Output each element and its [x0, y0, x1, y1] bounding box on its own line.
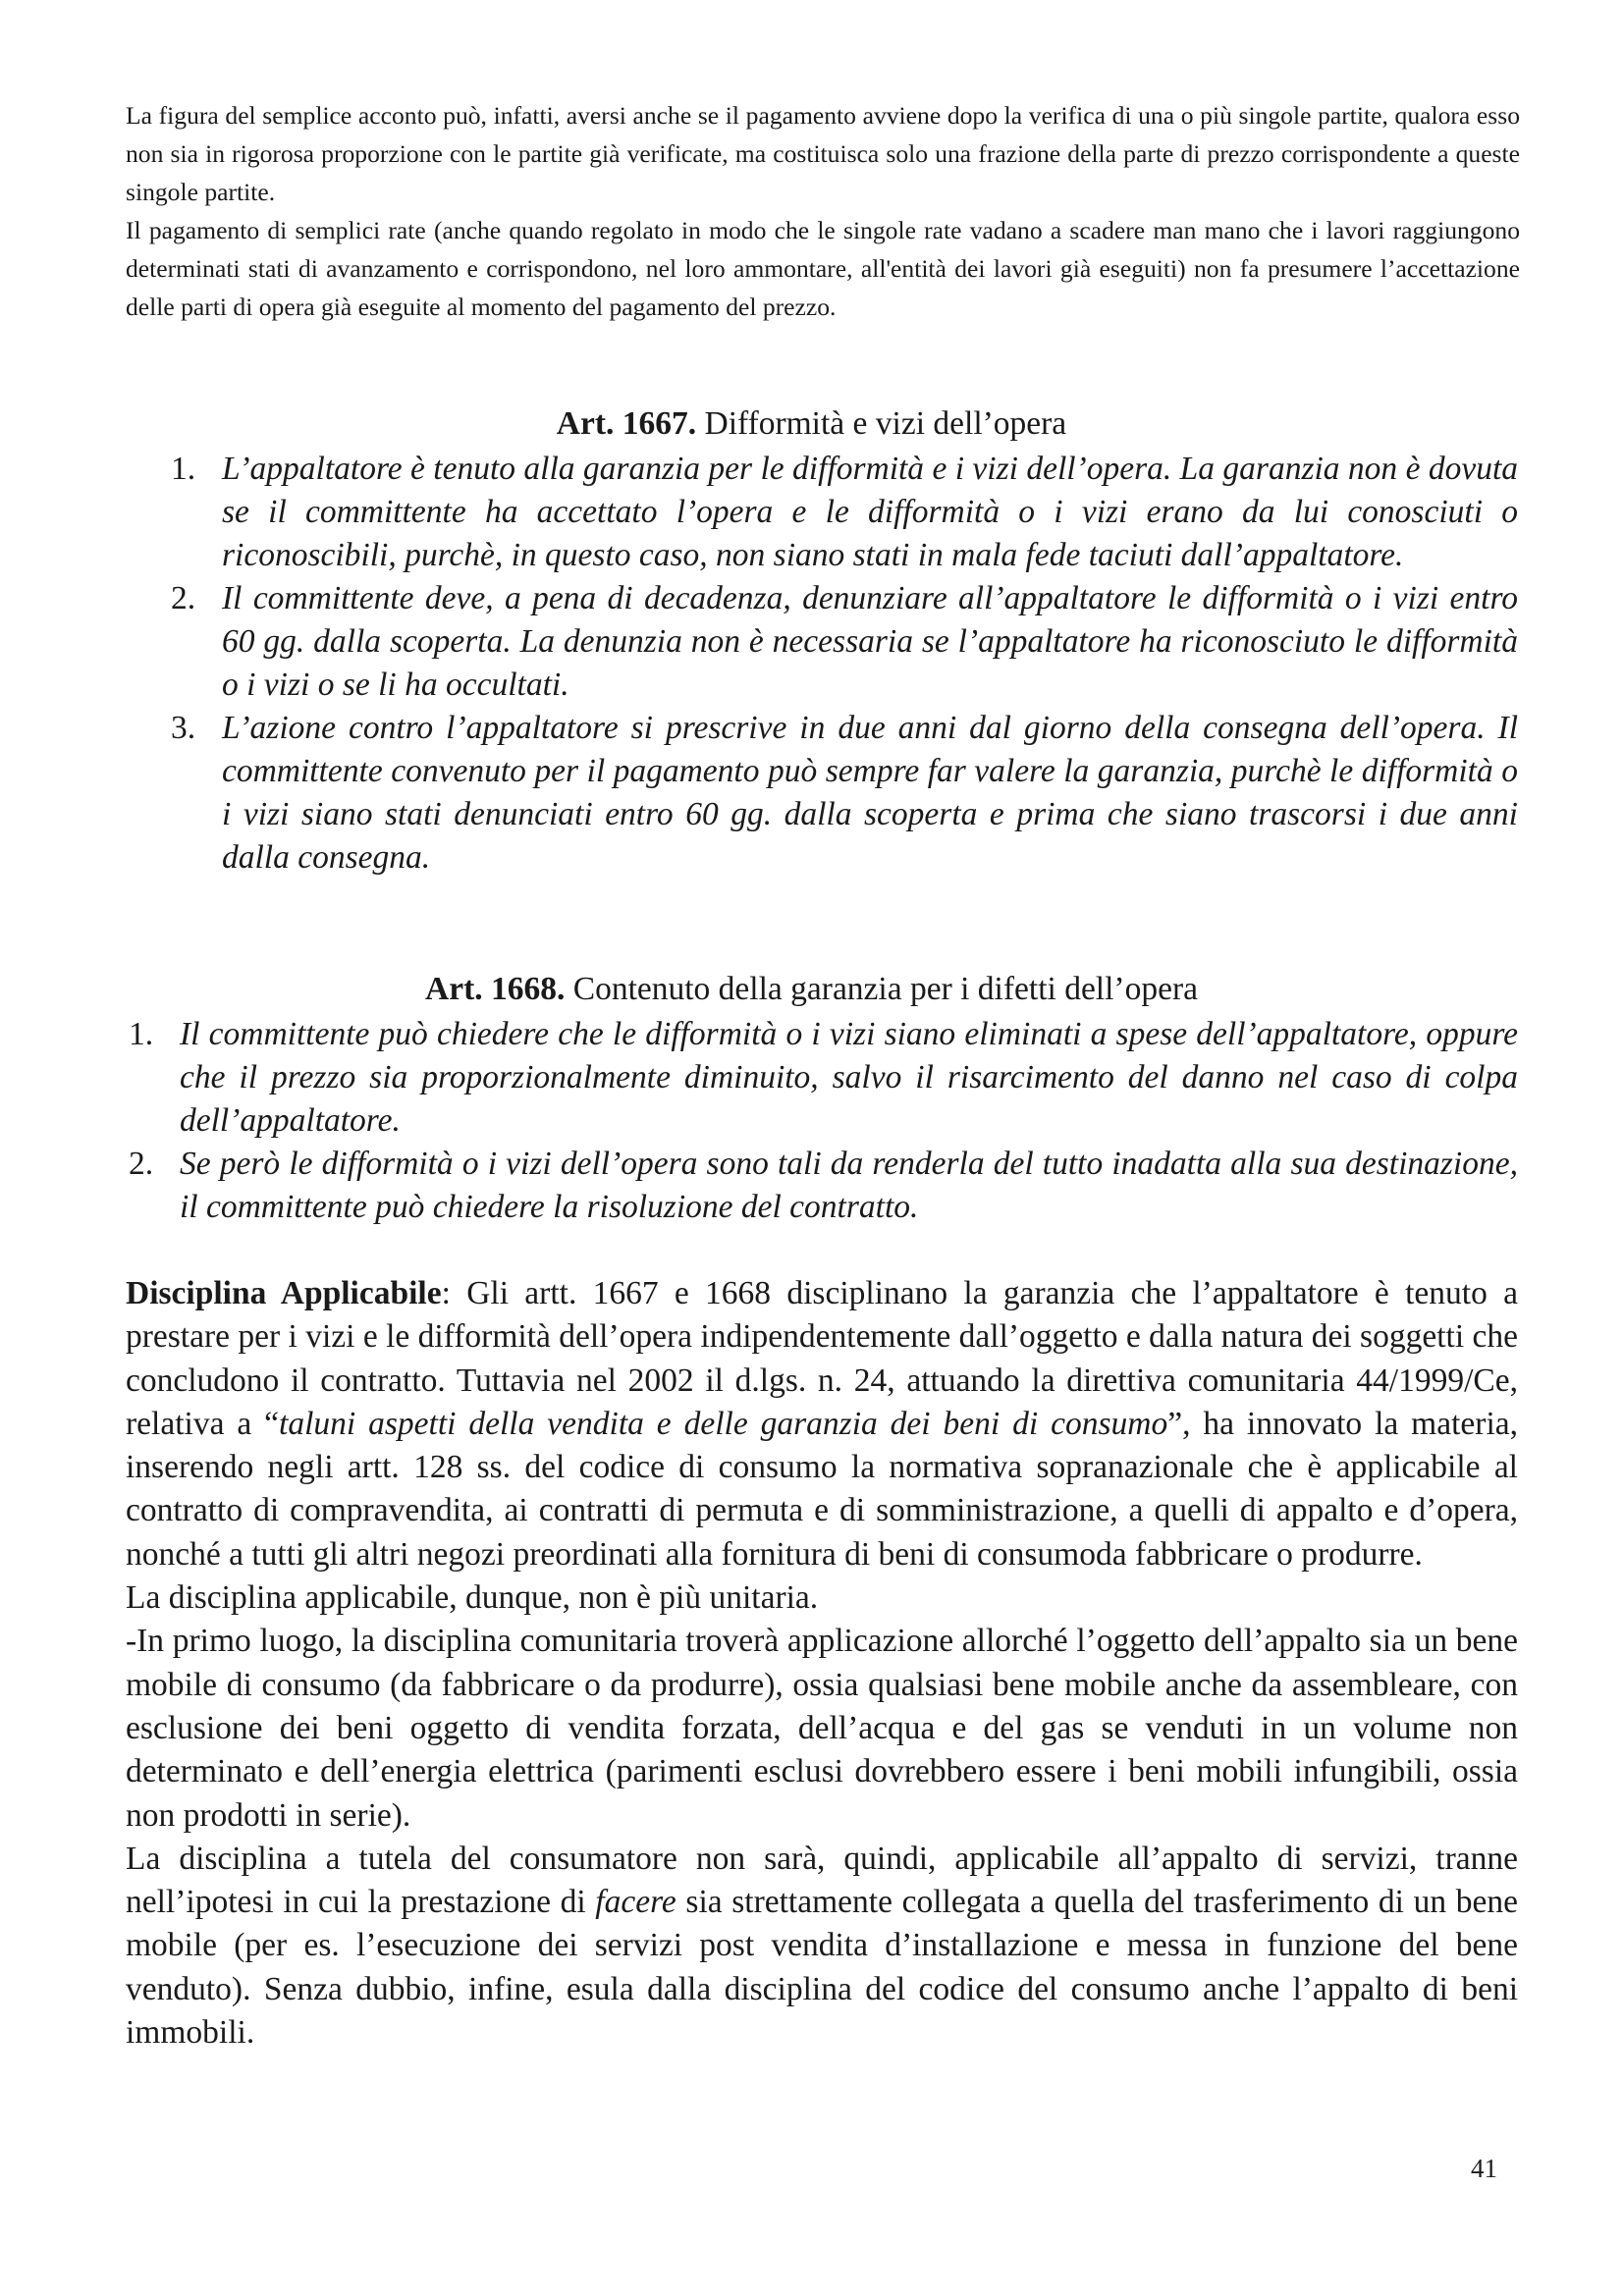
section-heading: Disciplina Applicabile — [126, 1275, 442, 1311]
list-item-number: 1. — [171, 451, 196, 487]
list-item-number: 2. — [171, 580, 196, 616]
disciplina-section — [126, 1272, 1518, 2055]
list-item — [171, 707, 1518, 880]
intro-paragraph-1: La figura del semplice acconto può, infatti, aversi anche se il pagamento avviene dopo la verifica di una o più singole partite, qualora esso non sia in rigorosa proporzione con le partite già verificate, ma costituisca solo una frazione della parte di prezzo corrispondente a queste singole partite. — [126, 101, 1520, 206]
disciplina-paragraph-2: La disciplina applicabile, dunque, non è più unitaria. — [126, 1579, 819, 1617]
list-item — [171, 577, 1518, 707]
intro-text — [126, 96, 1520, 326]
article-1667-number: Art. 1667. — [556, 405, 697, 442]
intro-paragraph-2: Il pagamento di semplici rate (anche quando regolato in modo che le singole rate vadano a scadere man mano che i lavori raggiungono determinati stati di avanzamento e corrispondono, nel loro ammontare, all'entità dei lavori già eseguiti) non fa presumere l’accettazione delle parti di opera già eseguite al momento del pagamento del prezzo. — [126, 216, 1520, 321]
list-item-number: 2. — [129, 1146, 154, 1182]
list-item-text: Il committente può chiedere che le difformità o i vizi siano eliminati a spese dell’appaltatore, oppure che il prezzo sia proporzionalmente diminuito, salvo il risarcimento del danno nel caso di colpa dell’appaltatore. — [180, 1016, 1518, 1139]
list-item — [129, 1013, 1518, 1143]
page-number: 41 — [1471, 2154, 1497, 2183]
list-item-text: Se però le difformità o i vizi dell’opera sono tali da renderla del tutto inadatta alla sua destinazione, il committente può chiedere la risoluzione del contratto. — [180, 1146, 1518, 1225]
italic-term: facere — [595, 1884, 676, 1921]
list-item-number: 1. — [129, 1016, 154, 1052]
list-item-text: L’azione contro l’appaltatore si prescrive in due anni dal giorno della consegna dell’opera. Il committente convenuto per il pagamento può sempre far valere la garanzia, purchè le difformità o i vizi siano stati denunciati entro 60 gg. dalla scoperta e prima che siano trascorsi i due anni dalla consegna. — [222, 710, 1518, 876]
article-1668-heading — [0, 968, 1623, 1011]
disciplina-paragraph-1: Disciplina Applicabile: Gli artt. 1667 e 1668 disciplinano la garanzia che l’appaltatore è tenuto a prestare per i vizi e le difformità dell’opera indipendentemente dall’oggetto e dalla natura dei soggetti che concludono il contratto. Tuttavia nel 2002 il d.lgs. n. 24, attuando la direttiva comunitaria 44/1999/Ce, relativa a “taluni aspetti della vendita e delle garanzia dei beni di consumo”, ha innovato la materia, inserendo negli artt. 128 ss. del codice di consumo la normativa sopranazionale che è applicabile al contratto di compravendita, ai contratti di permuta e di somministrazione, a quelli di appalto e d’opera, nonché a tutti gli altri negozi preordinati alla fornitura di beni di consumoda fabbricare o produrre. — [126, 1275, 1518, 1573]
disciplina-paragraph-3: -In primo luogo, la disciplina comunitaria troverà applicazione allorché l’oggetto dell’appalto sia un bene mobile di consumo (da fabbricare o da produrre), ossia qualsiasi bene mobile anche da assembleare, con esclusione dei beni oggetto di vendita forzata, dell’acqua e del gas se venduti in un volume non determinato e dell’energia elettrica (parimenti esclusi dovrebbero essere i beni mobili infungibili, ossia non prodotti in serie). — [126, 1623, 1518, 1834]
list-item-text: Il committente deve, a pena di decadenza, denunziare all’appaltatore le difformità o i vizi entro 60 gg. dalla scoperta. La denunzia non è necessaria se l’appaltatore ha riconosciuto le difformità o i vizi o se li ha occultati. — [222, 580, 1518, 703]
article-1667-title: Difformità e vizi dell’opera — [696, 405, 1067, 442]
disciplina-paragraph-4: La disciplina a tutela del consumatore non sarà, quindi, applicabile all’appalto di servizi, tranne nell’ipotesi in cui la prestazione di facere sia strettamente collegata a quella del trasferimento di un bene mobile (per es. l’esecuzione dei servizi post vendita d’installazione e messa in funzione del bene venduto). Senza dubbio, infine, esula dalla disciplina del codice del consumo anche l’appalto di beni immobili. — [126, 1840, 1518, 2052]
article-1667-heading — [0, 402, 1623, 446]
article-1668-number: Art. 1668. — [425, 971, 566, 1007]
article-1667-list — [171, 448, 1518, 880]
list-item-number: 3. — [171, 710, 196, 746]
list-item — [129, 1143, 1518, 1229]
article-1668-list — [129, 1013, 1518, 1229]
article-1668-title: Contenuto della garanzia per i difetti dell’opera — [565, 971, 1198, 1007]
list-item — [171, 448, 1518, 577]
list-item-text: L’appaltatore è tenuto alla garanzia per le difformità e i vizi dell’opera. La garanzia non è dovuta se il committente ha accettato l’opera e le difformità o i vizi erano da lui conosciuti o riconoscibili, purchè, in questo caso, non siano stati in mala fede taciuti dall’appaltatore. — [222, 451, 1518, 573]
quoted-title: taluni aspetti della vendita e delle garanzia dei beni di consumo — [279, 1405, 1168, 1442]
